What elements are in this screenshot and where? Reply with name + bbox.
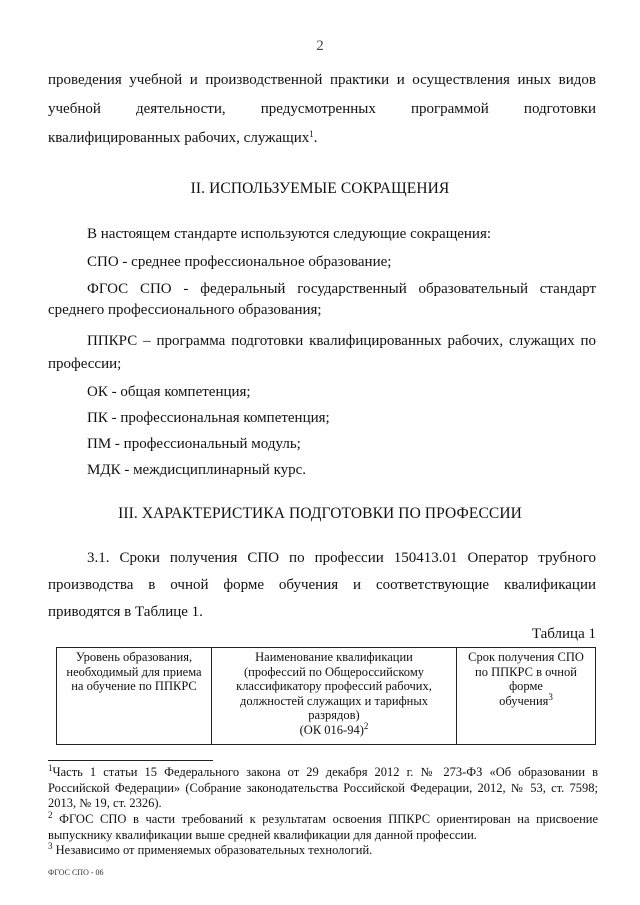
col2-line-4: должностей служащих и тарифных xyxy=(239,693,429,708)
intro-line-3-text: квалифицированных рабочих, служащих xyxy=(48,130,310,146)
col2-line-5: разрядов) xyxy=(308,708,360,722)
col3-line-2: по ППКРС в очной форме xyxy=(475,664,577,693)
section-2-title: II. ИСПОЛЬЗУЕМЫЕ СОКРАЩЕНИЯ xyxy=(190,180,450,197)
section-3-title: III. ХАРАКТЕРИСТИКА ПОДГОТОВКИ ПО ПРОФЕССИИ xyxy=(118,505,522,522)
footnote-2-line-1 xyxy=(48,812,598,828)
footnote-3-mark: 3 xyxy=(48,841,53,851)
footnote-ref-2: 2 xyxy=(363,720,369,731)
abbr-ok: ОК - общая компетенция; xyxy=(87,384,251,400)
abbr-spo: СПО - среднее профессиональное образование; xyxy=(87,254,392,270)
footnote-2-mark: 2 xyxy=(48,810,53,820)
header-cell-duration xyxy=(457,648,596,745)
col2-line-1: Наименование квалификации xyxy=(255,650,413,664)
col1-line-3: на обучение по ППКРС xyxy=(71,679,197,693)
abbr-pk: ПК - профессиональная компетенция; xyxy=(87,410,330,426)
footnote-divider xyxy=(48,760,213,761)
para-3-1-line-1: 3.1. Сроки получения СПО по профессии 150413.01 Оператор трубного xyxy=(87,550,596,566)
footnote-3 xyxy=(48,843,598,859)
page-number: 2 xyxy=(316,38,324,54)
col3-line-1: Срок получения СПО xyxy=(468,650,584,664)
table-caption: Таблица 1 xyxy=(531,626,596,642)
col3-line-3 xyxy=(460,691,592,709)
para-3-1-line-2: производства в очной форме обучения и соответствующие квалификации xyxy=(48,577,596,593)
footnote-1-mark: 1 xyxy=(48,763,53,773)
col1-line-1: Уровень образования, xyxy=(75,650,193,664)
footnote-ref-1: 1 xyxy=(309,129,314,139)
para-3-1-line-3: приводятся в Таблице 1. xyxy=(48,604,203,620)
header-cell-qualification xyxy=(212,648,457,745)
col2-line-3: классификатору профессий рабочих, xyxy=(236,679,432,693)
footnote-1-line-1-text: Часть 1 статьи 15 Федерального закона от 29 декабря 2012 г. № 273-ФЗ «Об образовании в xyxy=(52,765,598,779)
page-footer: ФГОС СПО - 06 xyxy=(48,868,104,877)
abbr-fgos-line-2: среднего профессионального образования; xyxy=(48,302,322,318)
footnote-1-line-1 xyxy=(48,765,598,781)
col2-line-6 xyxy=(215,720,453,738)
qualification-table xyxy=(56,647,596,745)
col1-line-2: необходимый для приема xyxy=(66,664,202,679)
abbr-mdk: МДК - междисциплинарный курс. xyxy=(87,462,307,478)
col2-line-6-text: (ОК 016-94) xyxy=(299,722,364,737)
footnote-2-line-1-text: ФГОС СПО в части требований к результатам освоения ППКРС ориентирован на присвоение xyxy=(52,812,598,826)
footnote-3-line-1 xyxy=(48,843,372,857)
footnote-2 xyxy=(48,812,598,843)
abbr-pm: ПМ - профессиональный модуль; xyxy=(87,436,301,452)
abbr-ppkrs-line-2: профессии; xyxy=(48,356,122,372)
table-header-row xyxy=(57,648,596,745)
intro-line-1: проведения учебной и производственной практики и осуществления иных видов xyxy=(48,72,596,88)
col3-line-3-text: обучения xyxy=(499,693,549,708)
footnote-3-line-1-text: Независимо от применяемых образовательных технологий. xyxy=(52,843,373,857)
intro-line-2: учебной деятельности, предусмотренных программой подготовки xyxy=(48,101,596,117)
footnote-1 xyxy=(48,765,598,812)
footnote-2-line-2: выпускнику квалификации выше средней квалификации для данной профессии. xyxy=(48,827,477,842)
footnote-1-line-2: Российской Федерации» (Собрание законодательства Российской Федерации, 2012, № 53, ст. 7598; xyxy=(48,780,598,795)
intro-line-3: квалифицированных рабочих, служащих$^1$. xyxy=(48,129,318,146)
abbr-ppkrs-line-1: ППКРС – программа подготовки квалифицированных рабочих, служащих по xyxy=(87,333,596,349)
abbr-intro: В настоящем стандарте используются следующие сокращения: xyxy=(87,226,492,242)
header-cell-education-level xyxy=(57,648,212,745)
col2-line-2: (профессий по Общероссийскому xyxy=(244,664,424,679)
footnote-1-line-3: 2013, № 19, ст. 2326). xyxy=(48,796,162,810)
abbr-fgos-line-1: ФГОС СПО - федеральный государственный образовательный стандарт xyxy=(87,281,596,297)
footnote-ref-3: 3 xyxy=(548,691,553,702)
